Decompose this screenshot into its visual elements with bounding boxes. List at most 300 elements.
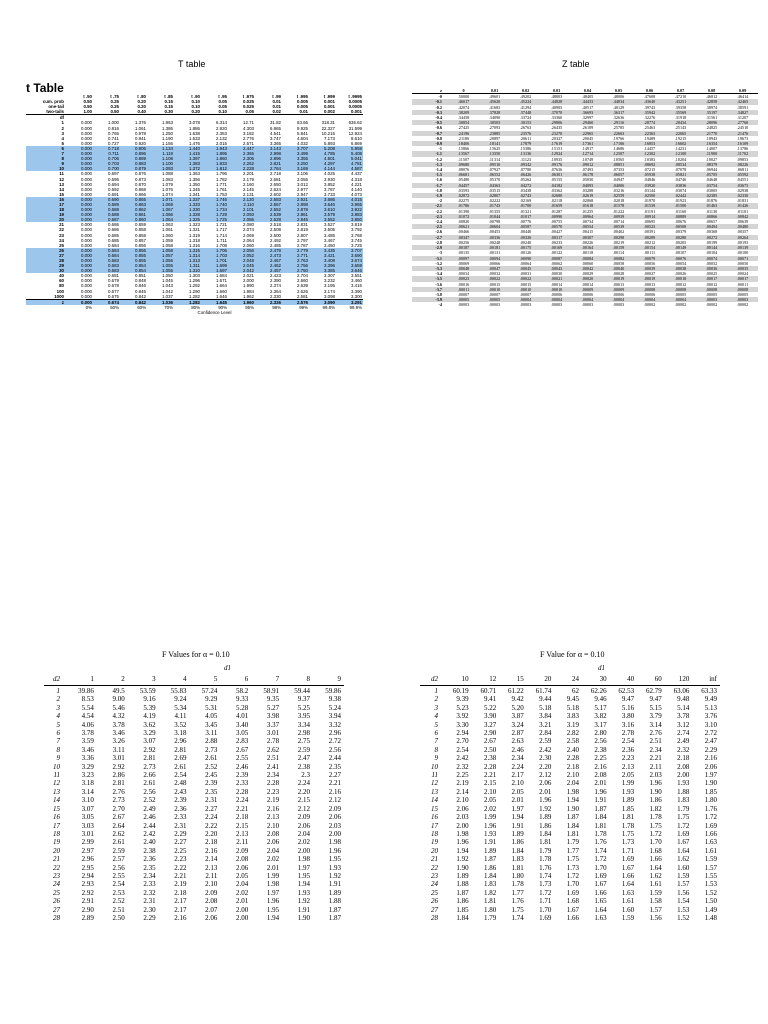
f-value-cell: 2.01 xyxy=(236,897,249,906)
t-value-cell: 2.898 xyxy=(282,202,309,207)
f-d2-cell: 20 xyxy=(431,846,438,855)
t-table-heading: t Table xyxy=(26,81,64,95)
t-value-cell: 0.858 xyxy=(135,232,146,238)
t-value-cell: 2.467 xyxy=(255,258,282,263)
z-value-cell: .48405 xyxy=(581,94,594,100)
t-df-cell: 23 xyxy=(59,232,64,238)
z-value-cell: .22363 xyxy=(634,131,665,136)
t-value-cell: 1.100 xyxy=(147,161,174,166)
f-value-cell: 1.75 xyxy=(621,829,635,838)
t-value-cell: 1.282 xyxy=(189,293,200,299)
f-value-cell: 2.64 xyxy=(112,821,125,830)
f-value-cell: 1.82 xyxy=(649,804,662,813)
t-value-cell: 1.319 xyxy=(189,232,200,238)
z-value-cell: .18673 xyxy=(736,135,749,141)
t-df-cell: 22 xyxy=(59,227,64,233)
t-value-cell: 1.061 xyxy=(162,227,173,233)
f-value-cell: 9.42 xyxy=(511,695,524,704)
t-value-cell: 2.374 xyxy=(270,283,281,289)
t-header-value: 0.30 xyxy=(147,109,174,115)
f-value-cell: 3.05 xyxy=(81,813,94,822)
f-value-cell: 1.97 xyxy=(511,804,524,813)
z-value-cell: .00003 xyxy=(519,302,532,308)
z-value-cell: .12100 xyxy=(665,151,696,156)
t-header-value: 0.002 xyxy=(309,109,336,115)
f-value-cell: 2.16 xyxy=(328,787,341,796)
t-value-cell: 636.62 xyxy=(348,120,362,126)
f-value-cell: 2.18 xyxy=(174,888,187,897)
t-value-cell: 0.863 xyxy=(120,202,147,207)
f-table-row xyxy=(44,864,344,872)
t-value-cell: 63.66 xyxy=(297,120,308,126)
t-value-cell: 2.048 xyxy=(228,258,255,263)
f-value-cell: 1.84 xyxy=(594,813,607,822)
z-value-cell: .00226 xyxy=(581,239,594,245)
f-value-cell: 1.90 xyxy=(456,863,469,872)
t-value-cell: 0.896 xyxy=(120,151,147,156)
t-value-cell: 1.093 xyxy=(147,166,174,171)
t-header-value: 0.01 xyxy=(272,99,281,105)
t-value-cell: 4.015 xyxy=(336,197,363,202)
f-value-cell: 2.03 xyxy=(328,821,341,830)
t-value-cell: 0.920 xyxy=(135,140,146,146)
t-value-cell: 1.963 xyxy=(162,120,173,126)
z-value-cell: .00011 xyxy=(736,281,749,287)
f-value-cell: 3.03 xyxy=(81,821,94,830)
f-value-cell: 1.84 xyxy=(566,821,579,830)
t-value-cell: 1.345 xyxy=(189,186,200,192)
f-d2-cell: 28 xyxy=(53,913,60,922)
z-value-cell: .14686 xyxy=(612,146,625,152)
z-value-cell: .00135 xyxy=(457,250,470,256)
z-row-label: -3.7 xyxy=(412,287,448,292)
f-value-cell: 2.12 xyxy=(539,771,552,780)
t-col-head: t .995 xyxy=(296,94,308,99)
t-value-cell: 2.479 xyxy=(255,248,282,253)
z-col-head: 0.03 xyxy=(541,88,572,94)
f-value-cell: 62.26 xyxy=(582,686,610,696)
t-value-cell: 2.485 xyxy=(270,242,281,248)
t-value-cell: 0.000 xyxy=(66,207,93,212)
z-table-grid xyxy=(412,88,758,308)
z-value-cell: .04006 xyxy=(603,183,634,188)
t-value-cell: 2.920 xyxy=(216,125,227,131)
t-value-cell: 1.303 xyxy=(189,273,200,279)
f-value-cell: 2.81 xyxy=(112,779,125,788)
f-left-title: F Values for α = 0.10 xyxy=(162,650,230,659)
f-d2-cell: 26 xyxy=(431,897,438,906)
t-value-cell: 2.069 xyxy=(243,232,254,238)
f-value-cell: 1.86 xyxy=(511,838,524,847)
f-value-cell: 3.12 xyxy=(677,720,690,729)
f-table-row xyxy=(420,897,720,905)
t-value-cell: 0.000 xyxy=(81,242,92,248)
z-value-cell: .02118 xyxy=(550,198,563,204)
z-value-cell: .10383 xyxy=(643,156,656,162)
z-value-cell: .27093 xyxy=(488,125,501,131)
f-value-cell: 3.29 xyxy=(143,729,156,738)
t-value-cell: 0.876 xyxy=(135,171,146,177)
f-value-cell: 2.53 xyxy=(112,888,125,897)
f-value-cell: 2.01 xyxy=(594,779,607,788)
f-value-cell: 2.95 xyxy=(81,863,94,872)
t-value-cell: 3.883 xyxy=(336,212,363,217)
z-value-cell: .04093 xyxy=(572,183,603,188)
f-value-cell: 2.89 xyxy=(81,913,94,922)
f-value-cell: 2.76 xyxy=(112,787,125,796)
t-value-cell: 2.528 xyxy=(255,217,282,222)
f-d2-cell: 25 xyxy=(431,888,438,897)
t-value-cell: 2.787 xyxy=(297,242,308,248)
z-value-cell: .29116 xyxy=(603,120,634,125)
f-value-cell: 2.54 xyxy=(621,737,635,746)
z-row-label: -2.4 xyxy=(435,219,442,225)
z-value-cell: .00272 xyxy=(696,235,727,240)
t-value-cell: 1.071 xyxy=(147,197,174,202)
t-value-cell: 0.000 xyxy=(81,278,92,284)
f-value-cell: 3.40 xyxy=(236,720,249,729)
z-value-cell: .01355 xyxy=(488,208,501,214)
t-z-value: 0.674 xyxy=(93,299,120,305)
z-value-cell: .00326 xyxy=(510,235,541,240)
t-value-cell: 2.508 xyxy=(270,227,281,233)
z-value-cell: .00082 xyxy=(603,256,634,261)
f-value-cell: 2.96 xyxy=(81,855,94,864)
z-col-head: 0.05 xyxy=(603,88,634,94)
z-value-cell: .00639 xyxy=(736,219,749,225)
z-row-label: -3.3 xyxy=(412,266,448,271)
t-value-cell: 2.086 xyxy=(228,217,255,222)
z-value-cell: .03216 xyxy=(612,187,625,193)
f-d2-cell: 9 xyxy=(56,754,60,763)
t-df-cell: 2 xyxy=(61,125,64,131)
f-value-cell: 2.15 xyxy=(236,821,249,830)
z-value-cell: .36317 xyxy=(603,110,634,115)
z-value-cell: .00003 xyxy=(727,297,758,302)
t-value-cell: 3.055 xyxy=(297,176,308,182)
f-d2-cell: 13 xyxy=(53,787,60,796)
f-value-cell: 9.41 xyxy=(483,695,497,704)
f-value-cell: 1.99 xyxy=(621,779,635,788)
z-value-cell: .03144 xyxy=(643,187,656,193)
z-value-cell: .00307 xyxy=(572,235,603,240)
f-value-cell: 2.00 xyxy=(236,913,249,922)
z-value-cell: .08692 xyxy=(634,162,665,167)
f-value-cell: 2.49 xyxy=(677,737,690,746)
f-value-cell: 2.59 xyxy=(112,846,125,855)
z-col-head: 0.09 xyxy=(727,88,758,94)
z-value-cell: .01831 xyxy=(736,198,749,204)
z-value-cell: .00047 xyxy=(479,266,510,271)
f-value-cell: 3.26 xyxy=(112,737,125,746)
f-value-cell: 2.32 xyxy=(143,888,156,897)
f-value-cell: 2.94 xyxy=(81,871,94,880)
f-value-cell: 2.81 xyxy=(174,745,187,754)
t-df-cell: 5 xyxy=(61,140,64,146)
z-value-cell: .00104 xyxy=(705,250,718,256)
t-df-cell: 40 xyxy=(59,273,64,279)
f-value-cell: 53.59 xyxy=(128,686,159,696)
z-value-cell: .06944 xyxy=(705,167,718,173)
t-value-cell: 2.756 xyxy=(282,263,309,268)
f-value-cell: 1.92 xyxy=(456,855,469,864)
z-value-cell: .26763 xyxy=(519,125,532,131)
f-value-cell: 60.71 xyxy=(472,686,500,696)
t-value-cell: 2.056 xyxy=(228,248,255,253)
f-d2-cell: 28 xyxy=(431,913,438,922)
t-header-value: 0.10 xyxy=(191,104,200,110)
t-value-cell: 2.977 xyxy=(297,186,308,192)
z-value-cell: .00074 xyxy=(696,256,727,261)
t-value-cell: 0.000 xyxy=(81,130,92,136)
z-table-row xyxy=(412,282,758,287)
z-value-cell: .00144 xyxy=(696,245,727,250)
z-value-cell: .44828 xyxy=(541,99,572,104)
z-value-cell: .00002 xyxy=(736,302,749,308)
t-value-cell: 5.208 xyxy=(309,146,336,151)
f-value-cell: 2.50 xyxy=(483,745,497,754)
f-value-cell: 2.98 xyxy=(297,729,310,738)
t-value-cell: 0.695 xyxy=(108,176,119,182)
t-value-cell: 2.831 xyxy=(297,222,308,228)
t-value-cell: 3.579 xyxy=(309,212,336,217)
t-value-cell: 1.292 xyxy=(189,283,200,289)
z-value-cell: .04457 xyxy=(448,183,479,188)
t-value-cell: 1.886 xyxy=(189,125,200,131)
f-value-cell: 2.09 xyxy=(236,846,249,855)
f-value-cell: 4.19 xyxy=(143,712,156,721)
t-value-cell: 2.571 xyxy=(243,140,254,146)
f-value-cell: 1.71 xyxy=(621,846,635,855)
z-value-cell: .05592 xyxy=(727,172,758,177)
t-value-cell: 3.250 xyxy=(282,161,309,166)
f-d2-cell: 24 xyxy=(53,880,60,889)
f-value-cell: 1.95 xyxy=(328,855,341,864)
t-df-cell: 1000 xyxy=(54,293,64,299)
t-value-cell: 3.450 xyxy=(324,242,335,248)
f-value-cell: 60.19 xyxy=(444,686,472,696)
z-value-cell: .24196 xyxy=(448,131,479,136)
z-value-cell: .00071 xyxy=(727,256,758,261)
f-value-cell: 1.81 xyxy=(566,829,579,838)
f-value-cell: 1.98 xyxy=(566,787,579,796)
z-value-cell: .00100 xyxy=(736,250,749,256)
z-value-cell: .06811 xyxy=(736,167,749,173)
f-value-cell: 3.76 xyxy=(704,712,717,721)
t-value-cell: 1.706 xyxy=(201,248,228,253)
z-value-cell: .06301 xyxy=(541,172,572,177)
f-value-cell: 2.62 xyxy=(112,829,125,838)
z-value-cell: .00939 xyxy=(603,214,634,219)
f-value-cell: 2.10 xyxy=(205,880,218,889)
t-value-cell: 1.058 xyxy=(162,242,173,248)
z-value-cell: .08379 xyxy=(696,162,727,167)
t-value-cell: 0.000 xyxy=(66,258,93,263)
z-value-cell: .12714 xyxy=(572,151,603,156)
t-value-cell: 2.021 xyxy=(243,273,254,279)
t-value-cell: 0.000 xyxy=(66,161,93,166)
t-col-head: t .95 xyxy=(218,94,227,99)
z-value-cell: .26435 xyxy=(550,125,563,131)
f-value-cell: 1.89 xyxy=(456,871,469,880)
f-value-cell: 2.14 xyxy=(456,787,469,796)
t-header-value: 0.05 xyxy=(228,109,255,115)
f-value-cell: 3.01 xyxy=(266,729,280,738)
t-value-cell: 3.012 xyxy=(297,181,308,187)
f-value-cell: 3.27 xyxy=(483,720,497,729)
f-value-cell: 2.55 xyxy=(236,754,249,763)
t-value-cell: 2.052 xyxy=(228,253,255,258)
t-value-cell: 3.707 xyxy=(336,248,363,253)
f-value-cell: 1.90 xyxy=(566,804,579,813)
z-table-row xyxy=(412,229,758,234)
t-value-cell: 0.697 xyxy=(108,171,119,177)
t-value-cell: 0.862 xyxy=(120,207,147,212)
z-value-cell: .00357 xyxy=(736,229,749,235)
z-row-label: -1 xyxy=(438,146,442,152)
f-value-cell: 1.88 xyxy=(677,787,690,796)
f-value-cell: 2.05 xyxy=(621,771,635,780)
t-value-cell: 1.328 xyxy=(174,212,201,217)
z-value-cell: .46017 xyxy=(448,99,479,104)
f-value-cell: 2.24 xyxy=(236,796,249,805)
z-value-cell: .05821 xyxy=(665,172,696,177)
f-value-cell: 5.16 xyxy=(621,703,635,712)
t-value-cell: 2.518 xyxy=(270,222,281,228)
f-value-cell: 2.80 xyxy=(594,729,607,738)
z-value-cell: .10204 xyxy=(674,156,687,162)
f-value-cell: 1.99 xyxy=(483,813,497,822)
f-value-cell: 1.76 xyxy=(704,804,717,813)
t-value-cell: 1.990 xyxy=(243,283,254,289)
f-value-cell: 1.97 xyxy=(266,888,280,897)
z-value-cell: .04947 xyxy=(612,177,625,183)
z-value-cell: .01463 xyxy=(696,203,727,208)
z-value-cell: .41683 xyxy=(488,104,501,110)
t-value-cell: 0.000 xyxy=(81,125,92,131)
f-value-cell: 2.23 xyxy=(174,855,187,864)
t-value-cell: 0.861 xyxy=(120,212,147,217)
f-d2-cell: 18 xyxy=(53,829,60,838)
t-pct-value: 80% xyxy=(191,304,200,310)
f-value-cell: 3.84 xyxy=(539,712,552,721)
f-value-cell: 2.56 xyxy=(143,787,156,796)
f-value-cell: 2.33 xyxy=(143,880,156,889)
t-confidence-label: Confidence Level xyxy=(197,309,232,315)
t-value-cell: 3.745 xyxy=(351,237,362,243)
f-value-cell: 2.11 xyxy=(205,871,218,880)
f-value-cell: 1.85 xyxy=(704,787,717,796)
z-value-cell: .00027 xyxy=(643,271,656,277)
z-value-cell: .00317 xyxy=(541,235,572,240)
f-value-cell: 2.00 xyxy=(236,905,249,914)
z-value-cell: .07493 xyxy=(581,167,594,173)
f-value-cell: 5.34 xyxy=(174,703,187,712)
f-value-cell: 2.31 xyxy=(205,796,218,805)
t-value-cell: 0.000 xyxy=(66,146,93,151)
f-left-grid xyxy=(44,674,344,922)
f-value-cell: 2.61 xyxy=(112,838,125,847)
f-value-cell: 2.02 xyxy=(236,888,249,897)
z-value-cell: .00164 xyxy=(572,245,603,250)
t-value-cell: 1.711 xyxy=(216,237,227,243)
f-d2-cell: 16 xyxy=(431,813,438,822)
z-value-cell: .00776 xyxy=(519,219,532,225)
t-value-cell: 0.865 xyxy=(120,197,147,202)
z-value-cell: .47210 xyxy=(674,94,687,100)
z-value-cell: .00714 xyxy=(612,219,625,225)
f-d2-cell: 17 xyxy=(53,821,60,830)
f-value-cell: 2.92 xyxy=(143,745,156,754)
f-value-cell: 1.55 xyxy=(704,871,717,880)
z-value-cell: .00889 xyxy=(665,214,696,219)
z-value-cell: .35197 xyxy=(696,110,727,115)
t-value-cell: 3.300 xyxy=(351,293,362,299)
f-value-cell: 59.86 xyxy=(313,686,344,696)
z-value-cell: .00008 xyxy=(696,287,727,292)
t-df-cell: 1 xyxy=(61,120,64,126)
f-value-cell: 2.34 xyxy=(511,754,524,763)
f-value-cell: 3.78 xyxy=(81,729,94,738)
z-value-cell: .02680 xyxy=(541,193,572,198)
t-value-cell: 31.82 xyxy=(270,120,281,126)
f-value-cell: 1.91 xyxy=(511,821,524,830)
t-value-cell: 0.000 xyxy=(66,263,93,268)
f-value-cell: 5.22 xyxy=(483,703,497,712)
z-value-cell: .00233 xyxy=(550,239,563,245)
z-value-cell: .00676 xyxy=(674,219,687,225)
f-d2-cell: 23 xyxy=(53,871,60,880)
t-header-value: 0.50 xyxy=(83,104,92,110)
t-df-cell: 20 xyxy=(26,217,66,222)
t-value-cell: 1.729 xyxy=(201,212,228,217)
t-value-cell: 3.922 xyxy=(336,207,363,212)
z-value-cell: .03288 xyxy=(581,187,594,193)
t-value-cell: 1.296 xyxy=(189,278,200,284)
f-value-cell: 1.69 xyxy=(677,829,690,838)
z-value-cell: .00004 xyxy=(541,297,572,302)
f-value-cell: 2.96 xyxy=(174,737,187,746)
z-value-cell: .00205 xyxy=(674,239,687,245)
f-value-cell: 2.84 xyxy=(539,729,552,738)
z-row-label: -3.4 xyxy=(435,271,442,277)
z-value-cell: .01130 xyxy=(705,208,718,214)
z-value-cell: .11123 xyxy=(519,156,532,162)
f-value-cell: 2.62 xyxy=(266,745,280,754)
z-value-cell: .00914 xyxy=(634,214,665,219)
z-row-label: -3.5 xyxy=(412,276,448,281)
f-value-cell: 1.87 xyxy=(566,813,579,822)
f-value-cell: 2.21 xyxy=(328,779,341,788)
z-value-cell: .30153 xyxy=(510,120,541,125)
t-value-cell: 1.664 xyxy=(216,283,227,289)
t-df-label: df xyxy=(59,115,64,121)
z-value-cell: .00069 xyxy=(457,260,470,266)
t-col-head: t .50 xyxy=(83,94,92,99)
z-value-cell: .00402 xyxy=(612,229,625,235)
f-value-cell: 2.27 xyxy=(205,804,218,813)
f-value-cell: 2.56 xyxy=(112,863,125,872)
f-table-row xyxy=(44,914,344,922)
f-d2-label: d2 xyxy=(53,675,60,684)
t-value-cell: 3.143 xyxy=(255,146,282,151)
t-value-cell: 3.169 xyxy=(282,166,309,171)
f-d2-cell: 18 xyxy=(431,829,438,838)
f-d2-cell: 21 xyxy=(53,855,60,864)
z-value-cell: .14007 xyxy=(705,146,718,152)
t-df-cell: 30 xyxy=(26,268,66,273)
f-value-cell: 2.01 xyxy=(511,796,524,805)
